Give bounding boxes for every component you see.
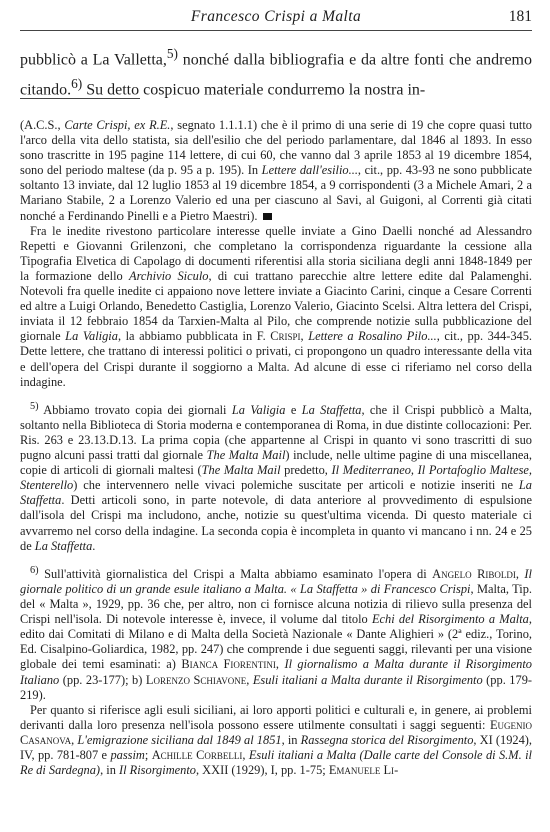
footnote-continuation: (A.C.S., Carte Crispi, ex R.E., segnato 1.1.1.1) che è il primo di una serie di 19 che copre quasi tutto l'arco della vita dello statista, sia dell'esilio che del periodo parlamentare, dal 1846 al 1893. In esso sono trascritte in 195 pagine 114 lettere, di cui 60, che vanno dal 3 aprile 1853 al 19 dicembre 1854, sono del periodo maltese (da p. 95 a p. 195). In Lettere dall'esilio..., cit., pp. 43-93 ne sono pubblicate soltanto 13 inviate, dal 12 luglio 1853 al 19 dicembre 1854, a 9 corrispondenti (3 a Michele Amari, 2 a Mariano Stabile, 2 a Lorenzo Valerio ed una per ciascuno al Savi, al Guigoni, al Correnti già citati nonché a Ferdinando Pinelli e a Pietro Maestri). <box>20 118 532 223</box>
footnotes <box>20 118 532 778</box>
footnote-5: $^{5)}$ Abbiamo trovato copia dei giornali La Valigia e La Staffetta, che il Crispi pubblicò a Malta, soltanto nella Biblioteca di Storia moderna e contemporanea di Roma, in due distinte collocazioni: Per. Ris. 263 e 23.13.D.13. La prima copia (che appartenne al Crispi in quanto vi sono trascritti di suo pugno alcuni passi tratti dal giornale The Malta Mail) include, nelle ultime pagine di una miscellanea, copie di articoli di giornali maltesi (The Malta Mail predetto, Il Mediterraneo, Il Portafoglio Maltese, Stenterello) che intervennero nelle vivaci polemiche suscitate per articoli e notizie inseriti ne La Staffetta. Detti articoli sono, in parte notevole, di data anteriore al provvedimento di espulsione dall'isola del Crispi ma includono, anche, notizie su quest'ultima vicenda. Di questo materiale ci avvarremo nel corso della indagine. La seconda copia è incompleta in quanto vi mancano i nn. 24 e 25 de La Staffetta. <box>20 400 533 553</box>
footnote-separator <box>20 98 140 99</box>
footnote-paragraph: Fra le inedite rivestono particolare interesse quelle inviate a Gino Daelli nonché ad Alessandro Repetti e Giovanni Grilenzoni, che completano la corrispondenza riguardante la cessione alla Tipografia Elvetica di Capolago di documenti riferentisi alla storia siciliana degli anni 1848-1849 per la formazione dello Archivio Siculo, di cui trattano parecchie altre lettere edite dal Palamenghi. Notevoli fra quelle inedite ci appaiono nove lettere inviate a Giacinto Carini, cinque a Cesare Correnti ed altre a Luigi Orlando, Benedetto Castiglia, Lorenzo Valerio, Giacinto Scelsi. Altra lettera del Crispi, inviata il 12 febbraio 1854 da Tarxien-Malta al Pilo, che comprende notizie sulla pubblicazione del giornale La Valigia, la abbiamo pubblicata in F. Crispi, Lettere a Rosalino Pilo..., cit., pp. 344-345. Dette lettere, che trattano di interessi politici o privati, ci propongono un quadro interessante della vita e dell'opera del Crispi durante il soggiorno a Malta. Ad alcune di esse ci riferiamo nel corso della indagine. <box>20 223 533 389</box>
running-title: Francesco Crispi a Malta <box>190 8 362 25</box>
footnote-6-continued: Per quanto si riferisce agli esuli siciliani, ai loro apporti politici e culturali e, in genere, ai problemi derivanti dalla loro presenza nell'isola possono essere utilmente consultati i saggi seguenti: Eugenio Casanova, L'emigrazione siciliana dal 1849 al 1851, in Rassegna storica del Risorgimento, XI (1924), IV, pp. 781-807 e passim; Achille Corbelli, Esuli italiani a Malta (Dalle carte del Console di S.M. il Re di Sardegna), in Il Risorgimento, XXII (1929), I, pp. 1-75; Emanuele Li- <box>20 702 533 778</box>
footnote-6: $^{6)}$ Sull'attività giornalistica del Crispi a Malta abbiamo esaminato l'opera di Angelo Riboldi, Il giornale politico di un grande esule italiano a Malta. « La Staffetta » di Francesco Crispi, Malta, Tip. del « Malta », 1929, pp. 36 che, per altro, non ci fornisce alcuna notizia di rilievo sulla presenza del Crispi nell'isola. Di notevole interesse è, invece, il volume dal titolo Echi del Risorgimento a Malta, edito dai Comitati di Milano e di Malta della Società Nazionale « Dante Alighieri » (2ª ediz., Torino, Ed. Cisalpino-Goliardica, 1982, pp. 247) che comprende i due seguenti saggi, rilevanti per una visione globale dei temi esaminati: a) Bianca Fiorentini, Il giornalismo a Malta durante il Risorgimento Italiano (pp. 23-177); b) Lorenzo Schiavone, Esuli italiani a Malta durante il Risorgimento (pp. 179-219). <box>20 564 533 702</box>
running-header <box>20 8 532 28</box>
body-paragraph: pubblicò a La Valletta,$^{5)}$ nonché dalla bibliografia e da altre fonti che andremo citando.$^{6)}$ Su detto cospicuo materiale condurremo la nostra in- <box>20 46 532 99</box>
header-rule <box>20 30 532 31</box>
page-number: 181 <box>508 8 532 25</box>
